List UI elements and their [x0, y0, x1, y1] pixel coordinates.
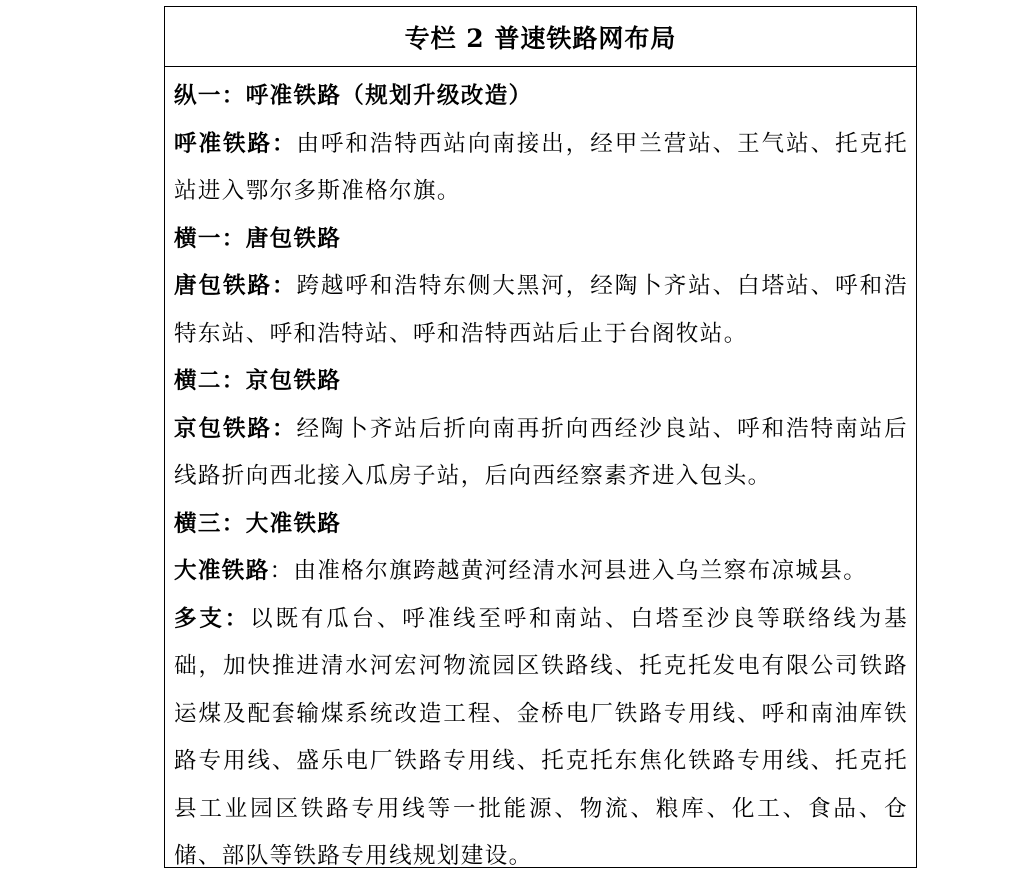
section-paragraph-heng1: [174, 263, 908, 358]
section-paragraph-heng2: [174, 406, 908, 501]
branch-paragraph: [174, 596, 908, 881]
branch-label: 多支：: [174, 605, 251, 632]
route-description: 由呼和浩特西站向南接出，经甲兰营站、王气站、托克托站进入鄂尔多斯准格尔旗。: [174, 130, 908, 204]
route-description: 经陶卜齐站后折向南再折向西经沙良站、呼和浩特南站后线路折向西北接入瓜房子站，后向西经察素齐进入包头。: [174, 415, 908, 489]
box-title: 专栏 2 普速铁路网布局: [404, 23, 677, 53]
route-description: ：由准格尔旗跨越黄河经清水河县进入乌兰察布凉城县。: [269, 558, 868, 584]
section-heading-heng3: 横三：大准铁路: [174, 510, 342, 537]
section-paragraph-heng3: [174, 548, 908, 596]
title-row: [165, 7, 916, 67]
route-label: 大准铁路: [174, 558, 270, 584]
route-label: 呼准铁路：: [174, 130, 297, 157]
section-heading-heng2: 横二：京包铁路: [174, 368, 342, 394]
box-content: [165, 67, 916, 881]
route-label: 京包铁路：: [174, 415, 297, 442]
route-label: 唐包铁路：: [174, 273, 297, 299]
route-description: 跨越呼和浩特东侧大黑河，经陶卜齐站、白塔站、呼和浩特东站、呼和浩特站、呼和浩特西站后止于台阁牧站。: [174, 273, 908, 347]
section-paragraph-zong1: [174, 121, 908, 216]
section-heading-zong1: 纵一：呼准铁路（规划升级改造）: [174, 83, 533, 109]
info-box: [164, 6, 917, 868]
section-heading-heng1: 横一：唐包铁路: [174, 225, 342, 252]
branch-description: 以既有瓜台、呼准线至呼和南站、白塔至沙良等联络线为基础，加快推进清水河宏河物流园区铁路线、托克托发电有限公司铁路运煤及配套输煤系统改造工程、金桥电厂铁路专用线、呼和南油库铁路专用线、盛乐电厂铁路专用线、托克托东焦化铁路专用线、托克托县工业园区铁路专用线等一批能源、物流、粮库、化工、食品、仓储、部队等铁路专用线规划建设。: [174, 605, 909, 869]
